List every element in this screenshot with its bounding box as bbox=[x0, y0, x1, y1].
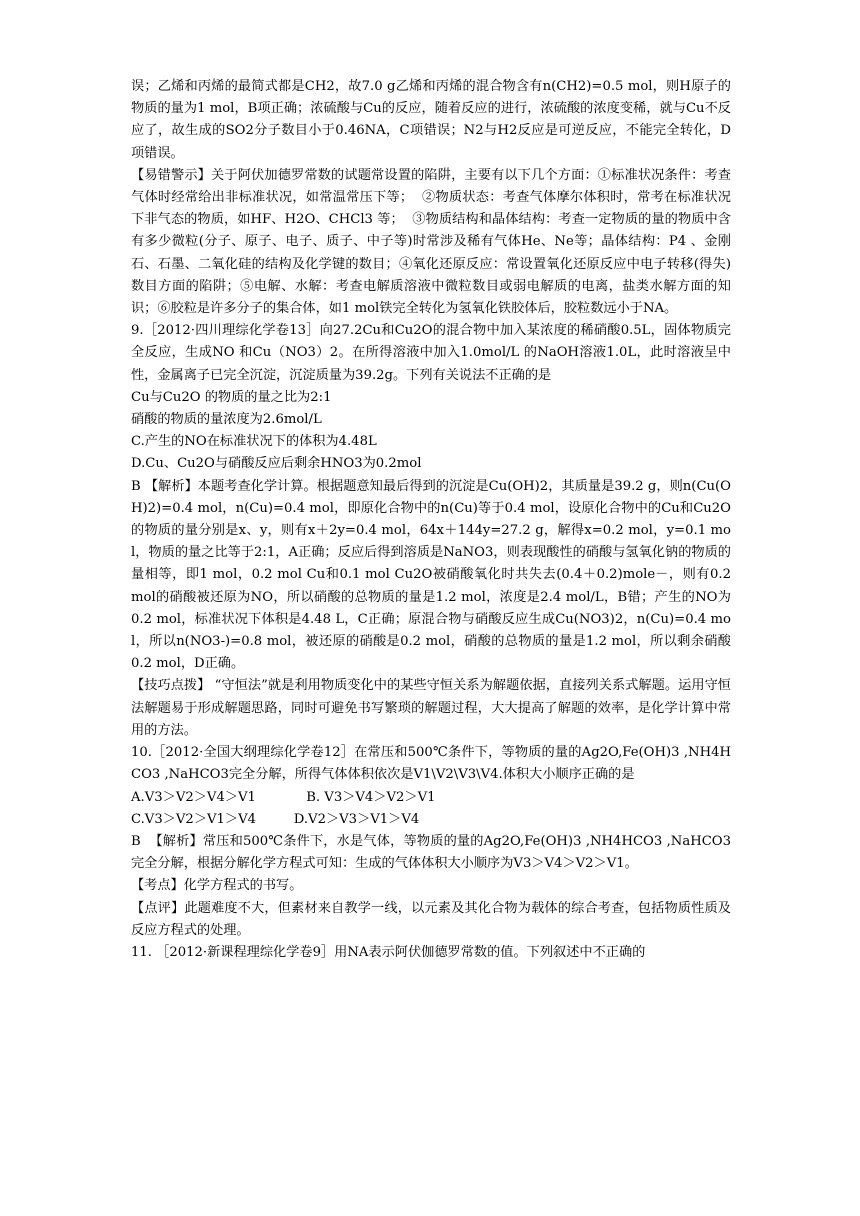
question-9-analysis: B 【解析】本题考查化学计算。根据题意知最后得到的沉淀是Cu(OH)2，其质量是39.2 g，则n(Cu(OH)2)=0.4 mol，n(Cu)=0.4 mol，即原化合物中的n(Cu)等于0.4 mol，设原化合物中的Cu和Cu2O的物质的量分别是x、y，则有x＋2y=0.4 mol，64x＋144y=27.2 g，解得x=0.2 mol，y=0.1 mol，物质的量之比等于2:1，A正确；反应后得到溶质是NaNO3，则表现酸性的硝酸与氢氧化钠的物质的量相等，即1 mol，0.2 mol Cu和0.1 mol Cu2O被硝酸氧化时共失去(0.4＋0.2)mole－，则有0.2 mol的硝酸被还原为NO，所以硝酸的总物质的量是1.2 mol，浓度是2.4 mol/L，B错；产生的NO为0.2 mol，标准状况下体积是4.48 L，C正确；原混合物与硝酸反应生成Cu(NO3)2，n(Cu)=0.4 mol，所以n(NO3-)=0.8 mol，被还原的硝酸是0.2 mol，硝酸的总物质的量是1.2 mol，所以剩余硝酸0.2 mol，D正确。 bbox=[131, 478, 736, 672]
question-9-option-d: D.Cu、Cu2O与硝酸反应后剩余HNO3为0.2mol bbox=[131, 456, 422, 472]
question-9-option-c: C.产生的NO在标准状况下的体积为4.48L bbox=[131, 434, 377, 450]
paragraph-key-point: 【考点】化学方程式的书写。 bbox=[131, 878, 303, 894]
document-page bbox=[131, 76, 736, 964]
question-9-stem: 9.［2012·四川理综化学卷13］向27.2Cu和Cu2O的混合物中加入某浓度的稀硝酸0.5L，固体物质完全反应，生成NO 和Cu（NO3）2。在所得溶液中加入1.0mol/L 的NaOH溶液1.0L，此时溶液呈中性，金属离子已完全沉淀，沉淀质量为39.2g。下列有关说法不正确的是 bbox=[131, 323, 731, 383]
paragraph-comment: 【点评】此题难度不大，但素材来自教学一线，以元素及其化合物为载体的综合考查，包括物质性质及反应方程式的处理。 bbox=[131, 900, 731, 938]
paragraph-error-warning: 【易错警示】关于阿伏加德罗常数的试题常设置的陷阱，主要有以下几个方面：①标准状况条件：考查气体时经常给出非标准状况，如常温常压下等； ②物质状态：考查气体摩尔体积时，常考在标准状况下非气态的物质，如HF、H2O、CHCl3 等； ③物质结构和晶体结构：考查一定物质的量的物质中含有多少微粒(分子、原子、电子、质子、中子等)时常涉及稀有气体He、Ne等；晶体结构：P4 、金刚石、石墨、二氧化硅的结构及化学键的数目；④氧化还原反应：常设置氧化还原反应中电子转移(得失)数目方面的陷阱；⑤电解、水解：考查电解质溶液中微粒数目或弱电解质的电离，盐类水解方面的知识；⑥胶粒是许多分子的集合体，如1 mol铁完全转化为氢氧化铁胶体后，胶粒数远小于NA。 bbox=[131, 167, 731, 317]
question-10-options-ab: A.V3＞V2＞V4＞V1 B. V3＞V4＞V2＞V1 bbox=[131, 789, 436, 805]
paragraph-answer-continuation: 误；乙烯和丙烯的最简式都是CH2，故7.0 g乙烯和丙烯的混合物含有n(CH2)=0.5 mol，则H原子的物质的量为1 mol，B项正确；浓硫酸与Cu的反应，随着反应的进行，浓硫酸的浓度变稀，就与Cu不反应了，故生成的SO2分子数目小于0.46NA，C项错误；N2与H2反应是可逆反应，不能完全转化，D项错误。 bbox=[131, 79, 731, 161]
question-10-stem: 10.［2012·全国大纲理综化学卷12］在常压和500℃条件下，等物质的量的Ag2O,Fe(OH)3 ,NH4HCO3 ,NaHCO3完全分解，所得气体体积依次是V1\V2\V3\V4.体积大小顺序正确的是 bbox=[131, 745, 731, 783]
question-10-options-cd: C.V3＞V2＞V1＞V4 D.V2＞V3＞V1＞V4 bbox=[131, 811, 420, 827]
question-9-option-b: 硝酸的物质的量浓度为2.6mol/L bbox=[131, 412, 322, 428]
paragraph-tips: 【技巧点拨】 “守恒法”就是利用物质变化中的某些守恒关系为解题依据，直接列关系式解题。运用守恒法解题易于形成解题思路，同时可避免书写繁琐的解题过程，大大提高了解题的效率，是化学计算中常用的方法。 bbox=[131, 678, 731, 738]
question-10-analysis: B 【解析】常压和500℃条件下，水是气体，等物质的量的Ag2O,Fe(OH)3 ,NH4HCO3 ,NaHCO3完全分解，根据分解化学方程式可知：生成的气体体积大小顺序为V3＞V4＞V2＞V1。 bbox=[131, 833, 731, 872]
question-11-stem: 11. ［2012·新课程理综化学卷9］用NA表示阿伏伽德罗常数的值。下列叙述中不正确的 bbox=[131, 944, 646, 960]
question-9-option-a: Cu与Cu2O 的物质的量之比为2:1 bbox=[131, 389, 332, 405]
